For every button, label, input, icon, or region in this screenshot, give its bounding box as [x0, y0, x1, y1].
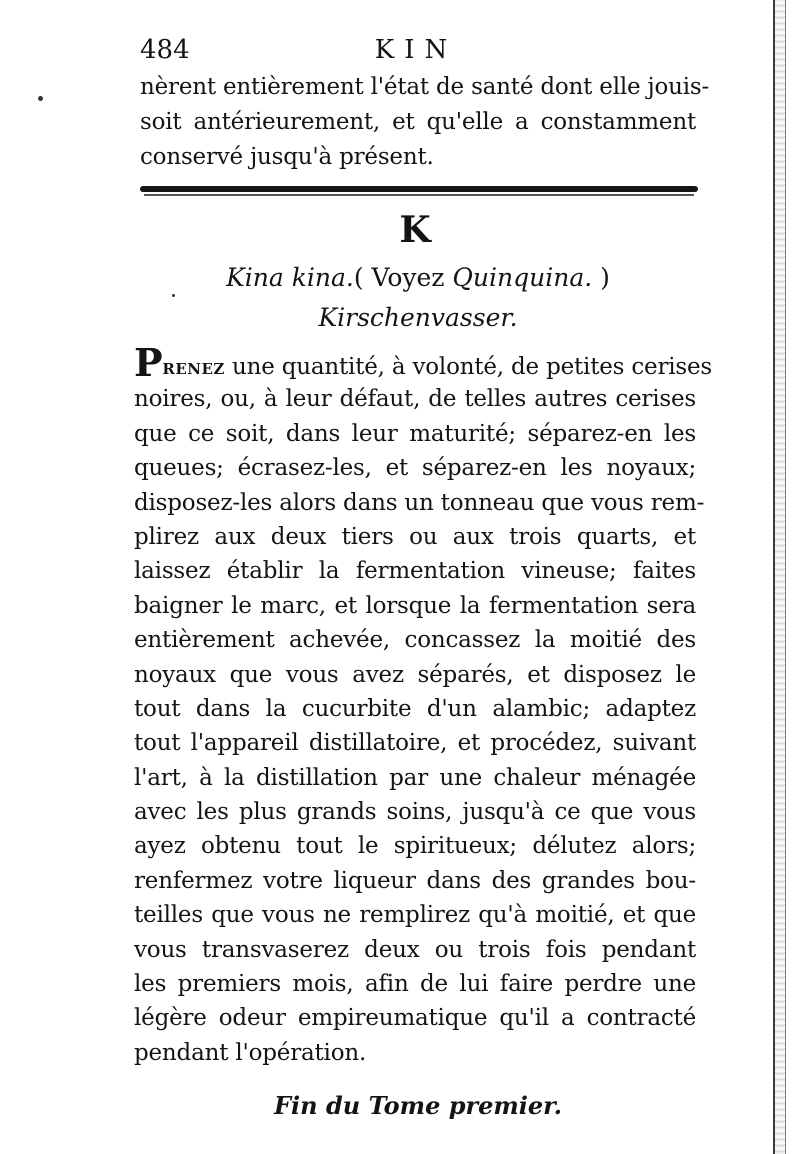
text-line: plirez aux deux tiers ou aux trois quarts, et	[134, 523, 696, 550]
drop-cap: P	[134, 340, 163, 385]
text-line: ayez obtenu tout le spiritueux; délutez alors;	[134, 833, 696, 860]
page-header	[140, 30, 692, 70]
text-line: disposez-les alors dans un tonneau que vous rem-	[134, 489, 705, 516]
xref-target: Quinquina.	[452, 263, 593, 292]
section-letter: K	[399, 209, 431, 251]
text-line: avec les plus grands soins, jusqu'à ce que vous	[134, 799, 696, 826]
small-caps-word: RENEZ	[162, 360, 225, 378]
text-line: entièrement achevée, concassez la moitié des	[134, 627, 696, 654]
text-line: noires, ou, à leur défaut, de telles autres cerises	[134, 386, 696, 413]
text-line: que ce soit, dans leur maturité; séparez-en les	[134, 420, 696, 447]
entry-headword: Kirschenvasser.	[318, 303, 518, 332]
text-line: vous transvaserez deux ou trois fois pendant	[134, 936, 696, 963]
text-line: tout l'appareil distillatoire, et procédez, suivant	[134, 730, 696, 757]
running-head: KIN	[374, 35, 458, 65]
first-line-rest: une quantité, à volonté, de petites cerises	[224, 354, 713, 380]
text-line: teilles que vous ne remplirez qu'à moitié, et que	[134, 902, 696, 929]
entry-body	[134, 340, 713, 1070]
cross-reference	[140, 258, 696, 298]
text-line: nèrent entièrement l'état de santé dont elle jouis-	[140, 74, 710, 100]
text-line: laissez établir la fermentation vineuse; faites	[134, 558, 696, 585]
text-line: noyaux que vous avez séparés, et disposez le	[134, 661, 696, 688]
page-number: 484	[140, 35, 190, 65]
text-line: renfermez votre liqueur dans des grandes bou-	[134, 867, 696, 894]
text-line-first	[134, 340, 713, 385]
xref-term: Kina kina.	[226, 263, 354, 292]
text-line: pendant l'opération.	[134, 1039, 367, 1066]
ink-speck	[38, 96, 43, 101]
text-line: queues; écrasez-les, et séparez-en les noyaux;	[134, 455, 696, 482]
text-line: soit antérieurement, et qu'elle a constamment	[140, 109, 696, 135]
section-divider-rule	[140, 182, 698, 196]
rule-thick-line	[140, 186, 698, 192]
text-line: l'art, à la distillation par une chaleur ménagée	[134, 764, 696, 791]
text-line: conservé jusqu'à présent.	[140, 144, 434, 170]
colophon: Fin du Tome premier.	[274, 1091, 562, 1120]
page-edge	[773, 0, 786, 1154]
text-line: tout dans la cucurbite d'un alambic; adaptez	[134, 695, 696, 722]
rule-thin-line	[144, 194, 694, 196]
text-line: baigner le marc, et lorsque la fermentation sera	[134, 592, 696, 619]
text-line: légère odeur empireumatique qu'il a contracté	[134, 1005, 696, 1032]
continued-paragraph	[140, 70, 710, 175]
xref-close: )	[592, 263, 610, 292]
text-line: les premiers mois, afin de lui faire perdre une	[134, 971, 696, 998]
xref-open: ( Voyez	[353, 263, 453, 292]
